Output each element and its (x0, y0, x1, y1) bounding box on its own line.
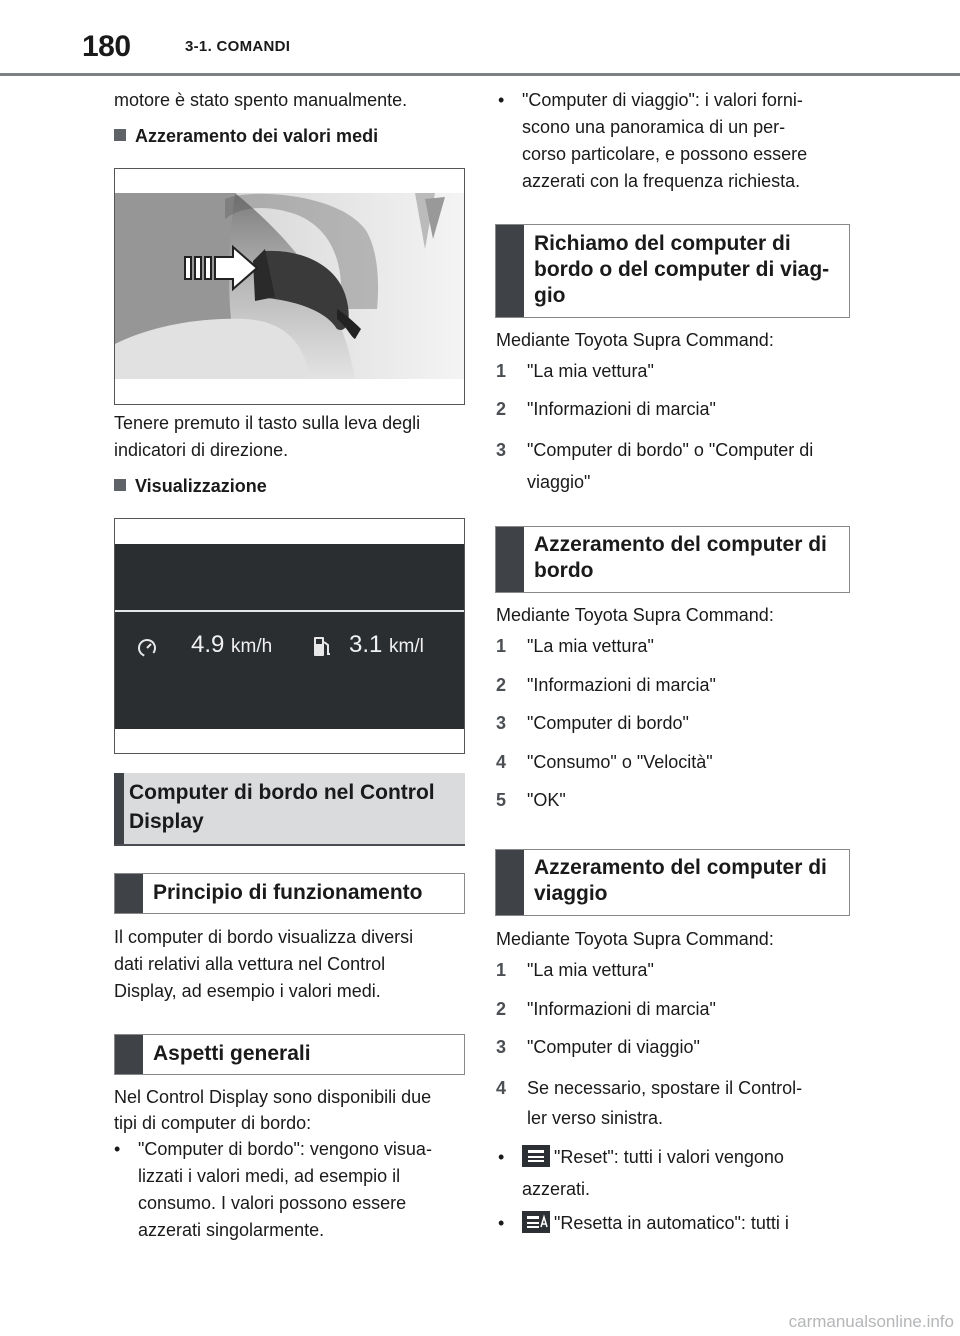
square-bullet-icon (114, 479, 126, 491)
heading-text: Aspetti generali (153, 1042, 311, 1065)
speed-unit: km/h (231, 636, 273, 657)
fuel-pump-icon (311, 634, 333, 660)
square-bullet-icon (114, 129, 126, 141)
step-number: 2 (496, 998, 507, 1019)
list-text: "Reset": tutti i valori vengono (554, 1147, 784, 1167)
list-text: "Resetta in automatico": tutti i (554, 1213, 789, 1233)
step-item (496, 633, 856, 672)
subheading-display (114, 473, 267, 499)
step-item (496, 957, 856, 996)
paragraph-line: indicatori di direzione. (114, 440, 289, 460)
list-line: scono una panoramica di un per- (522, 117, 786, 137)
header-rule (0, 73, 960, 76)
list-item-board-computer (114, 1136, 474, 1244)
list-line: "Computer di bordo": vengono visua- (138, 1139, 432, 1159)
list-item-text (522, 1141, 858, 1205)
step-item (496, 434, 856, 494)
heading-bar (496, 527, 524, 592)
step-line: viaggio" (527, 472, 591, 492)
step-number: 3 (496, 1037, 507, 1057)
heading-line: bordo o del computer di viag- (534, 258, 830, 281)
reset-icon (522, 1145, 550, 1167)
heading-general (114, 1034, 465, 1075)
step-item (496, 672, 856, 711)
consumption-value: 3.1 (349, 631, 383, 658)
list-item-text (522, 87, 858, 195)
bullet-dot: • (498, 1213, 505, 1233)
paragraph-engine: motore è stato spento manualmente. (114, 90, 408, 110)
step-item (496, 358, 856, 396)
heading-computer-control-display (114, 773, 465, 846)
bullet-dot: • (114, 1139, 121, 1159)
heading-recall (495, 224, 850, 318)
list-line: azzerati. (522, 1179, 591, 1199)
list-item-text (138, 1136, 474, 1244)
paragraph-line: Tenere premuto il tasto sulla leva degli (114, 413, 421, 433)
step-text: "La mia vettura" (527, 636, 654, 656)
paragraph-line: Display, ad esempio i valori medi. (114, 981, 381, 1001)
speed-value: 4.9 (191, 631, 225, 658)
heading-line: Display (129, 810, 204, 833)
step-item (496, 1034, 856, 1073)
heading-text: Principio di funzionamento (153, 881, 423, 904)
step-text: "Computer di viaggio" (527, 1037, 700, 1057)
step-text: "Informazioni di marcia" (527, 674, 716, 695)
paragraph-line: Il computer di bordo visualizza diversi (114, 927, 414, 947)
heading-text (534, 532, 841, 584)
bullet-dot: • (498, 1147, 505, 1167)
heading-line: gio (534, 284, 566, 307)
step-line: Se necessario, spostare il Control- (527, 1077, 803, 1098)
heading-text (129, 778, 457, 836)
heading-bar (115, 874, 143, 913)
step-text: "OK" (527, 790, 566, 810)
auto-reset-icon (522, 1211, 550, 1233)
step-number: 2 (496, 399, 507, 419)
list-line: azzerati con la frequenza richiesta. (522, 171, 801, 191)
step-number: 4 (496, 1077, 507, 1098)
paragraph-line: dati relativi alla vettura nel Control (114, 954, 386, 974)
step-text: "Computer di bordo" (527, 713, 689, 733)
list-line: "Computer di viaggio": i valori forni- (522, 90, 803, 110)
section-title: 3-1. COMANDI (185, 38, 291, 55)
display-illustration (114, 518, 465, 754)
page-number: 180 (82, 30, 131, 63)
heading-principle (114, 873, 465, 914)
step-item (496, 996, 856, 1035)
heading-bar (496, 225, 524, 317)
step-number: 4 (496, 751, 507, 772)
heading-line: Azzeramento del computer di (534, 856, 827, 879)
paragraph-principle (114, 924, 413, 1005)
paragraph-general (114, 1084, 431, 1136)
steps-recall (496, 358, 856, 494)
step-number: 3 (496, 440, 507, 460)
list-line: consumo. I valori possono essere (138, 1193, 407, 1213)
list-item-reset (498, 1141, 858, 1205)
step-item (496, 396, 856, 434)
step-text: "La mia vettura" (527, 960, 654, 980)
paragraph-press-button (114, 410, 420, 464)
display-screen (115, 612, 464, 729)
steps-reset-trip (496, 957, 856, 1135)
step-number: 1 (496, 960, 507, 980)
list-item-trip-computer (498, 87, 858, 195)
step-text: "Informazioni di marcia" (527, 399, 716, 419)
list-item-auto-reset (498, 1207, 858, 1239)
step-text (527, 1073, 802, 1133)
heading-line: Azzeramento del computer di (534, 533, 827, 556)
list-line (522, 1207, 858, 1239)
heading-line: bordo (534, 559, 594, 582)
step-number: 3 (496, 713, 507, 733)
list-line: lizzati i valori medi, ad esempio il (138, 1166, 401, 1186)
step-number: 1 (496, 361, 507, 381)
paragraph-line: Nel Control Display sono disponibili due (114, 1087, 432, 1107)
list-line: azzerati singolarmente. (138, 1220, 325, 1240)
step-item (496, 710, 856, 749)
step-item (496, 1073, 856, 1135)
heading-reset-trip (495, 849, 850, 916)
intro-reset-board: Mediante Toyota Supra Command: (496, 605, 774, 625)
subheading-text: Azzeramento dei valori medi (135, 126, 379, 146)
step-number: 1 (496, 636, 507, 656)
consumption-unit: km/l (389, 636, 424, 657)
bullet-dot: • (498, 90, 505, 110)
step-text: "Consumo" o "Velocità" (527, 751, 713, 772)
paragraph-line: tipi di computer di bordo: (114, 1113, 312, 1133)
step-text (527, 434, 813, 498)
list-item-text (522, 1207, 858, 1239)
step-text: "La mia vettura" (527, 361, 654, 381)
step-line: ler verso sinistra. (527, 1107, 664, 1128)
heading-line: Computer di bordo nel Control (129, 781, 435, 804)
speedometer-icon (135, 636, 159, 660)
step-number: 2 (496, 674, 507, 695)
steps-reset-board (496, 633, 856, 826)
heading-text (534, 231, 841, 309)
heading-bar (114, 773, 124, 844)
lever-illustration (114, 168, 465, 405)
step-item (496, 749, 856, 788)
average-speed (191, 631, 272, 659)
list-line: corso particolare, e possono essere (522, 144, 808, 164)
average-consumption (349, 631, 424, 659)
heading-reset-board (495, 526, 850, 593)
intro-reset-trip: Mediante Toyota Supra Command: (496, 929, 774, 949)
step-number: 5 (496, 790, 507, 810)
watermark: carmanualsonline.info (788, 1312, 954, 1331)
lever-drawing (115, 169, 464, 404)
heading-bar (115, 1035, 143, 1074)
heading-line: viaggio (534, 882, 608, 905)
subheading-text: Visualizzazione (135, 476, 267, 496)
heading-line: Richiamo del computer di (534, 232, 791, 255)
step-item (496, 787, 856, 826)
step-text: "Informazioni di marcia" (527, 998, 716, 1019)
heading-text (534, 855, 841, 907)
intro-recall: Mediante Toyota Supra Command: (496, 330, 774, 350)
subheading-reset-averages (114, 123, 378, 149)
heading-bar (496, 850, 524, 915)
list-line (522, 1141, 858, 1173)
step-line: "Computer di bordo" o "Computer di (527, 440, 814, 460)
